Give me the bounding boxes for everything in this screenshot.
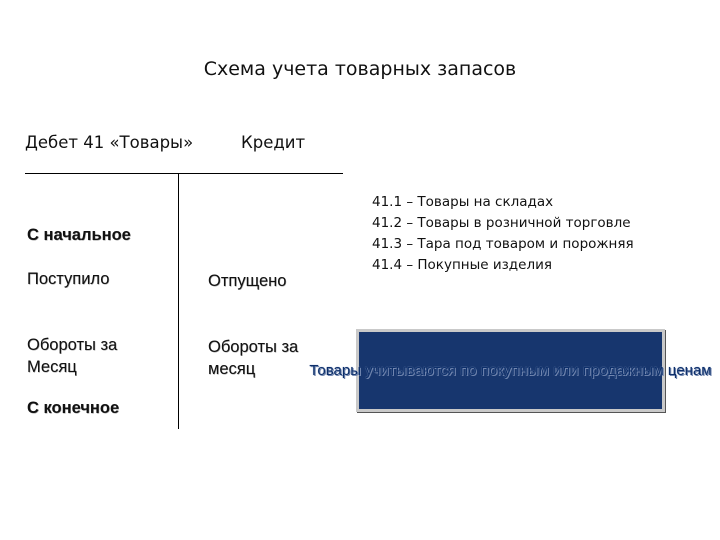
closing-balance-label: С конечное	[27, 399, 120, 417]
credit-header: Кредит	[241, 133, 306, 152]
subaccount-item: 41.1 – Товары на складах	[372, 194, 554, 210]
t-account-horizontal-line	[25, 173, 343, 174]
debit-header: Дебет 41 «Товары»	[25, 133, 194, 152]
subaccount-item: 41.4 – Покупные изделия	[372, 257, 552, 273]
debit-turnover-label: Обороты за Месяц	[27, 336, 118, 376]
note-text: Товары учитываются по покупным или продажным ценам	[309, 361, 712, 379]
subaccount-item: 41.3 – Тара под товаром и порожняя	[372, 236, 634, 252]
released-label: Отпущено	[208, 272, 287, 290]
diagram-title: Схема учета товарных запасов	[203, 58, 517, 80]
received-label: Поступило	[27, 270, 110, 288]
opening-balance-label: С начальное	[27, 226, 131, 244]
subaccount-item: 41.2 – Товары в розничной торговле	[372, 215, 631, 231]
t-account-vertical-line	[178, 173, 179, 429]
credit-turnover-label: Обороты за месяц	[208, 338, 299, 378]
note-box	[309, 329, 712, 412]
subaccount-list	[372, 192, 634, 276]
